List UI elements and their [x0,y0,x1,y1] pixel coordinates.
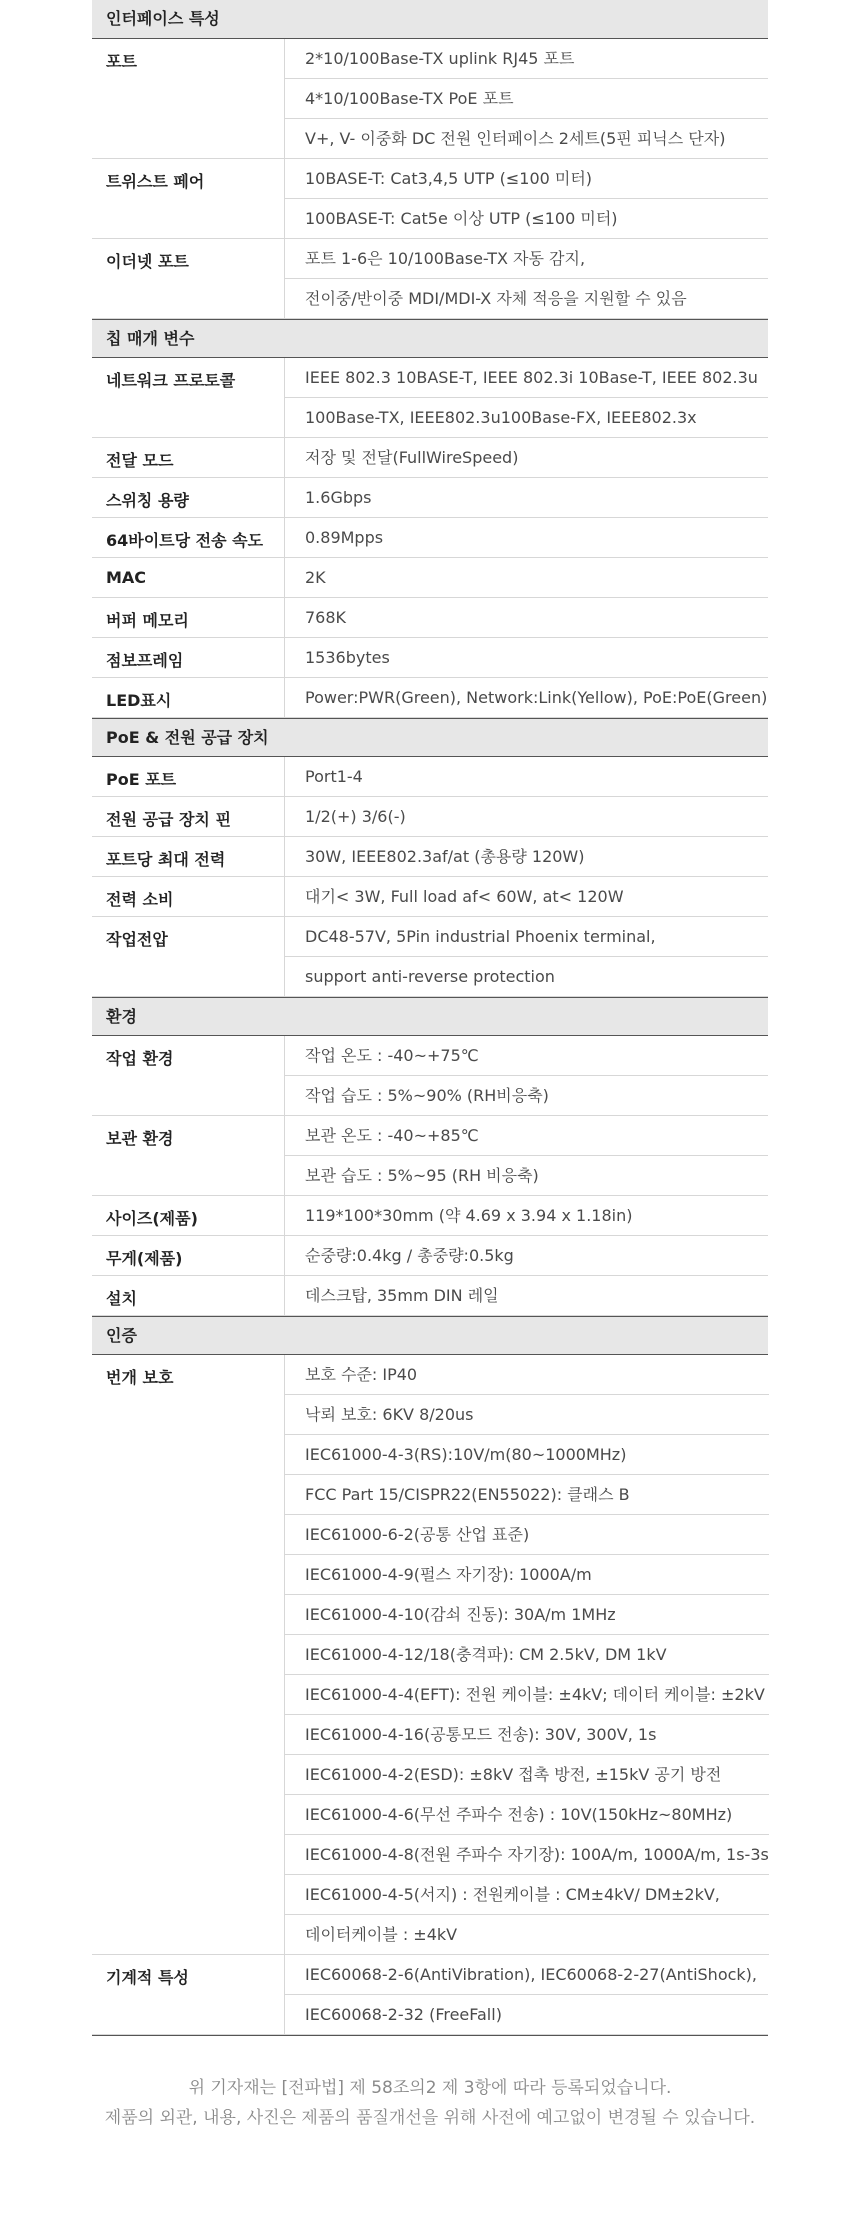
spec-value: FCC Part 15/CISPR22(EN55022): 클래스 B [285,1475,769,1515]
spec-values [285,1236,768,1276]
spec-label: 포트당 최대 전력 [92,837,285,877]
spec-row [92,1036,768,1116]
spec-table [92,0,768,2036]
section-header: 인증 [92,1316,768,1355]
spec-value: 보호 수준: IP40 [285,1355,769,1395]
spec-row [92,438,768,478]
spec-row [92,598,768,638]
spec-value: 1/2(+) 3/6(-) [285,797,768,837]
spec-value: 전이중/반이중 MDI/MDI-X 자체 적응을 지원할 수 있음 [285,279,768,319]
spec-value: IEC61000-4-9(펄스 자기장): 1000A/m [285,1555,769,1595]
notice-line-2: 제품의 외관, 내용, 사진은 제품의 품질개선을 위해 사전에 예고없이 변경될 수 있습니다. [104,2108,756,2128]
spec-label: 전달 모드 [92,438,285,478]
spec-values [285,837,768,877]
spec-value: 2K [285,558,768,598]
table-end-rule [92,2035,768,2036]
spec-value: 119*100*30mm (약 4.69 x 3.94 x 1.18in) [285,1196,768,1236]
spec-value: IEEE 802.3 10BASE-T, IEEE 802.3i 10Base-T, IEEE 802.3u [285,358,768,398]
spec-value: IEC61000-4-2(ESD): ±8kV 접촉 방전, ±15kV 공기 방전 [285,1755,769,1795]
spec-label: 스위칭 용량 [92,478,285,518]
spec-row [92,837,768,877]
spec-value: 데스크탑, 35mm DIN 레일 [285,1276,768,1316]
spec-values [285,239,768,319]
spec-values [285,678,768,718]
spec-label: 네트워크 프로토콜 [92,358,285,438]
spec-value: IEC61000-4-3(RS):10V/m(80~1000MHz) [285,1435,769,1475]
spec-values [285,1036,768,1116]
spec-row [92,1355,768,1955]
spec-row [92,39,768,159]
spec-value: IEC61000-4-12/18(충격파): CM 2.5kV, DM 1kV [285,1635,769,1675]
spec-value: 4*10/100Base-TX PoE 포트 [285,79,768,119]
spec-row [92,1116,768,1196]
spec-value: IEC60068-2-6(AntiVibration), IEC60068-2-27(AntiShock), [285,1955,768,1995]
section-header: 환경 [92,997,768,1036]
spec-values [285,757,768,797]
spec-values [285,558,768,598]
spec-value: 데이터케이블 : ±4kV [285,1915,769,1955]
spec-label: PoE 포트 [92,757,285,797]
spec-value: IEC61000-6-2(공통 산업 표준) [285,1515,769,1555]
spec-value: 1.6Gbps [285,478,768,518]
spec-label: 전원 공급 장치 핀 [92,797,285,837]
spec-value: 보관 습도 : 5%~95 (RH 비응축) [285,1156,768,1196]
spec-values [285,39,768,159]
spec-value: 작업 습도 : 5%~90% (RH비응축) [285,1076,768,1116]
spec-value: 768K [285,598,768,638]
spec-value: 보관 온도 : -40~+85℃ [285,1116,768,1156]
spec-value: IEC60068-2-32 (FreeFall) [285,1995,768,2035]
spec-row [92,917,768,997]
spec-label: 설치 [92,1276,285,1316]
spec-row [92,1276,768,1316]
section-header: PoE & 전원 공급 장치 [92,718,768,757]
spec-label: 64바이트당 전송 속도 [92,518,285,558]
spec-values [285,1276,768,1316]
spec-value: 낙뢰 보호: 6KV 8/20us [285,1395,769,1435]
spec-label: 포트 [92,39,285,159]
spec-values [285,478,768,518]
spec-value: IEC61000-4-6(무선 주파수 전송) : 10V(150kHz~80MHz) [285,1795,769,1835]
spec-row [92,1196,768,1236]
spec-label: 기계적 특성 [92,1955,285,2035]
spec-value: IEC61000-4-5(서지) : 전원케이블 : CM±4kV/ DM±2kV, [285,1875,769,1915]
spec-label: 번개 보호 [92,1355,285,1955]
spec-value: 30W, IEEE802.3af/at (총용량 120W) [285,837,768,877]
spec-values [285,1955,768,2035]
spec-value: 대기< 3W, Full load af< 60W, at< 120W [285,877,768,917]
spec-row [92,638,768,678]
spec-value: 포트 1-6은 10/100Base-TX 자동 감지, [285,239,768,279]
spec-values [285,438,768,478]
spec-label: 보관 환경 [92,1116,285,1196]
registration-notice [0,2073,860,2133]
section-header: 칩 매개 변수 [92,319,768,358]
spec-label: 트위스트 페어 [92,159,285,239]
spec-label: LED표시 [92,678,285,718]
spec-values [285,917,768,997]
spec-value: IEC61000-4-4(EFT): 전원 케이블: ±4kV; 데이터 케이블: ±2kV [285,1675,769,1715]
spec-label: 점보프레임 [92,638,285,678]
spec-values [285,1196,768,1236]
spec-label: 전력 소비 [92,877,285,917]
spec-label: 이더넷 포트 [92,239,285,319]
spec-label: 작업전압 [92,917,285,997]
spec-value: IEC61000-4-16(공통모드 전송): 30V, 300V, 1s [285,1715,769,1755]
spec-row [92,478,768,518]
spec-values [285,797,768,837]
spec-value: 1536bytes [285,638,768,678]
spec-label: 작업 환경 [92,1036,285,1116]
spec-value: 순중량:0.4kg / 총중량:0.5kg [285,1236,768,1276]
spec-value: 2*10/100Base-TX uplink RJ45 포트 [285,39,768,79]
spec-label: MAC [92,558,285,598]
spec-row [92,1236,768,1276]
spec-value: 저장 및 전달(FullWireSpeed) [285,438,768,478]
spec-row [92,518,768,558]
spec-row [92,159,768,239]
spec-value: 100Base-TX, IEEE802.3u100Base-FX, IEEE802.3x [285,398,768,438]
spec-value: 작업 온도 : -40~+75℃ [285,1036,768,1076]
spec-value: IEC61000-4-8(전원 주파수 자기장): 100A/m, 1000A/m, 1s-3s [285,1835,769,1875]
spec-value: Power:PWR(Green), Network:Link(Yellow), PoE:PoE(Green) [285,678,768,718]
spec-row [92,239,768,319]
spec-value: V+, V- 이중화 DC 전원 인터페이스 2세트(5핀 피닉스 단자) [285,119,768,159]
spec-row [92,757,768,797]
spec-row [92,358,768,438]
spec-value: 10BASE-T: Cat3,4,5 UTP (≤100 미터) [285,159,768,199]
spec-values [285,1116,768,1196]
spec-values [285,358,768,438]
spec-value: Port1-4 [285,757,768,797]
spec-label: 무게(제품) [92,1236,285,1276]
spec-row [92,558,768,598]
spec-value: IEC61000-4-10(감쇠 진동): 30A/m 1MHz [285,1595,769,1635]
spec-label: 사이즈(제품) [92,1196,285,1236]
spec-value: DC48-57V, 5Pin industrial Phoenix terminal, [285,917,768,957]
spec-values [285,1355,769,1955]
spec-values [285,638,768,678]
spec-row [92,678,768,718]
spec-value: support anti-reverse protection [285,957,768,997]
spec-label: 버퍼 메모리 [92,598,285,638]
notice-line-1: 위 기자재는 [전파법] 제 58조의2 제 3항에 따라 등록되었습니다. [188,2078,672,2098]
spec-values [285,159,768,239]
spec-values [285,877,768,917]
section-header: 인터페이스 특성 [92,0,768,39]
spec-row [92,797,768,837]
spec-value: 0.89Mpps [285,518,768,558]
spec-values [285,518,768,558]
spec-values [285,598,768,638]
spec-row [92,877,768,917]
spec-value: 100BASE-T: Cat5e 이상 UTP (≤100 미터) [285,199,768,239]
spec-row [92,1955,768,2035]
